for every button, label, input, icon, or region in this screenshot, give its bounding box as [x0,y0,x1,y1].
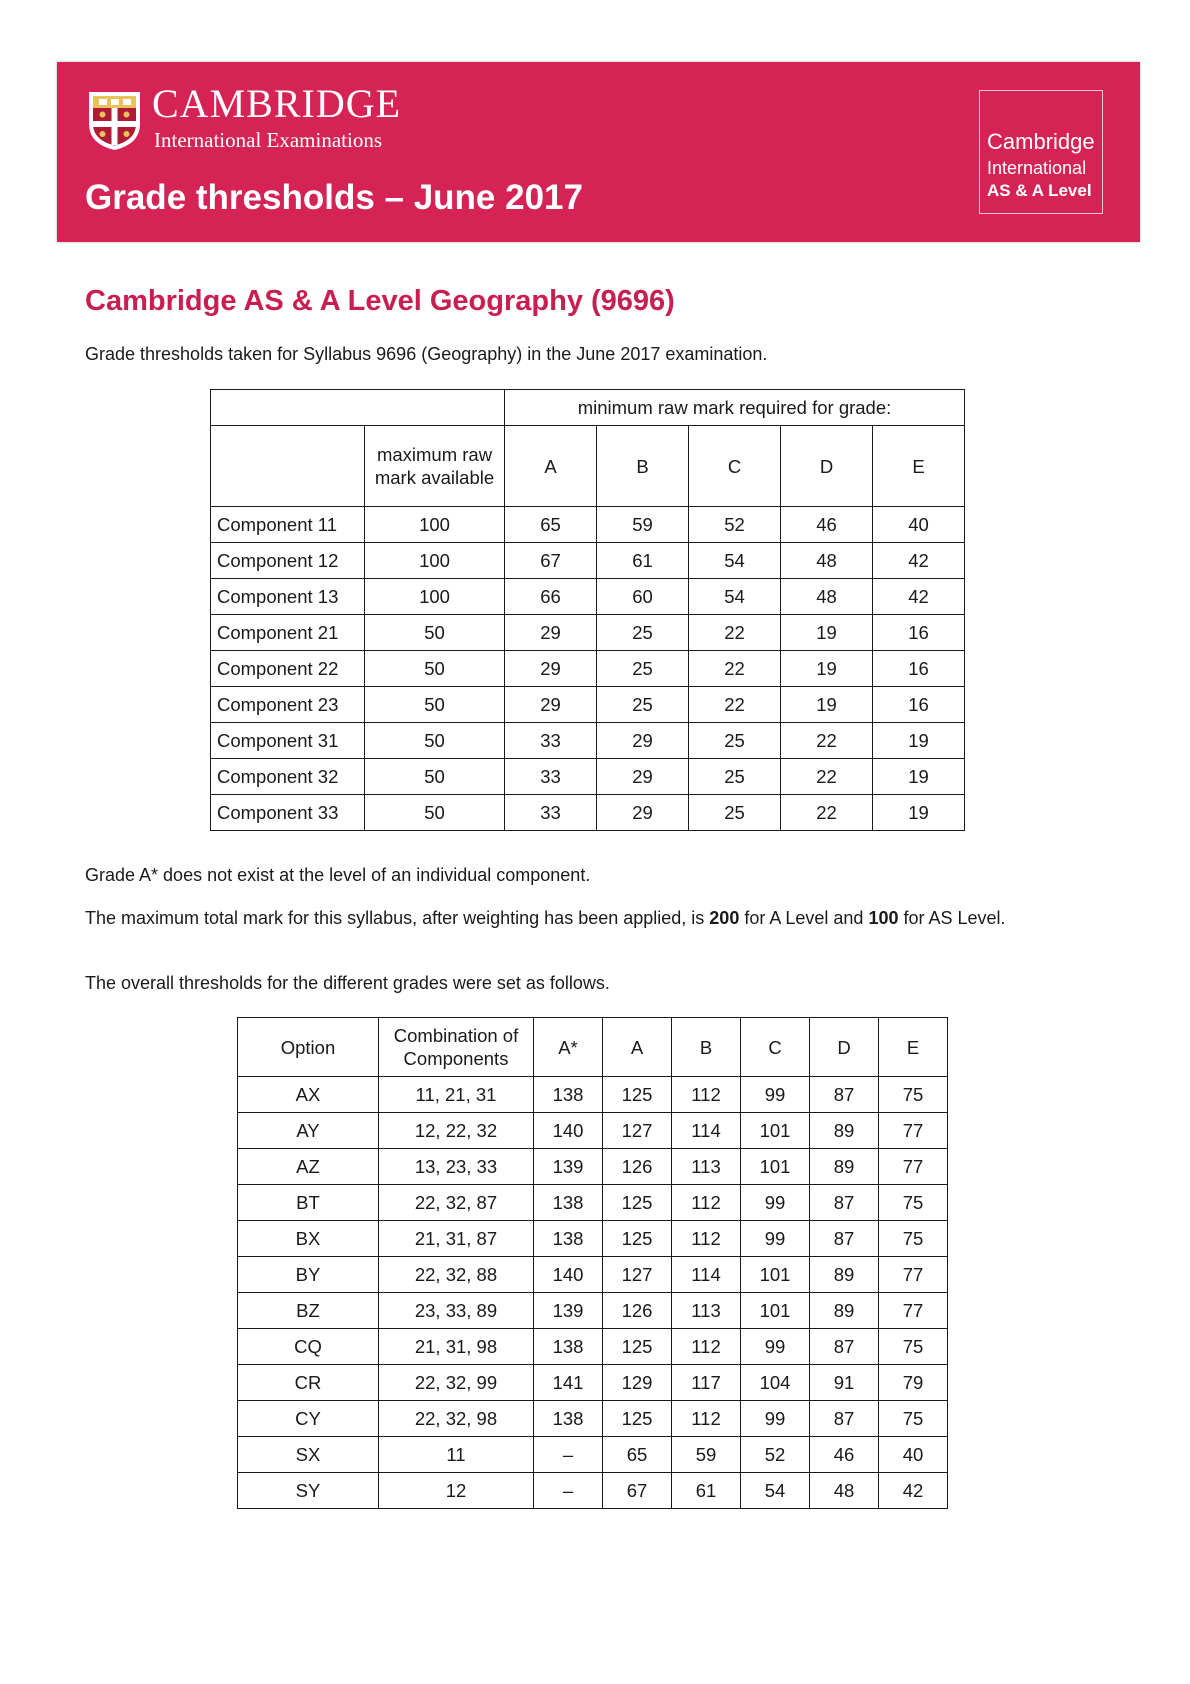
table-row [211,651,965,687]
grade-mark-cell: 75 [879,1401,948,1437]
table-row [238,1221,948,1257]
table-row [238,1329,948,1365]
grade-mark-cell: 89 [810,1293,879,1329]
grade-mark-cell: 16 [873,615,965,651]
max-mark-cell: 100 [365,507,505,543]
grade-mark-cell: 29 [597,723,689,759]
grade-mark-cell: 75 [879,1329,948,1365]
table-row [211,687,965,723]
grade-header: A* [534,1018,603,1077]
grade-mark-cell: 77 [879,1113,948,1149]
grade-mark-cell: 127 [603,1113,672,1149]
grade-mark-cell: 33 [505,759,597,795]
astar-note: Grade A* does not exist at the level of an individual component. [85,865,591,885]
grade-mark-cell: 117 [672,1365,741,1401]
option-code: AX [238,1077,379,1113]
grade-mark-cell: 33 [505,723,597,759]
grade-mark-cell: 141 [534,1365,603,1401]
grade-mark-cell: 54 [741,1473,810,1509]
grade-header: E [879,1018,948,1077]
grade-mark-cell: 129 [603,1365,672,1401]
grade-mark-cell: 59 [672,1437,741,1473]
table-header-row [211,426,965,507]
grade-mark-cell: 25 [597,651,689,687]
grade-mark-cell: 61 [672,1473,741,1509]
component-name: Component 11 [211,507,365,543]
grade-mark-cell: 87 [810,1185,879,1221]
combination-cell: 22, 32, 98 [379,1401,534,1437]
grade-header: B [597,426,689,507]
header-banner [57,62,1140,242]
option-code: BT [238,1185,379,1221]
grade-mark-cell: 89 [810,1257,879,1293]
grade-header: A [603,1018,672,1077]
table-row [238,1293,948,1329]
option-code: CQ [238,1329,379,1365]
grade-mark-cell: 16 [873,651,965,687]
grade-mark-cell: 126 [603,1149,672,1185]
grade-group-header: minimum raw mark required for grade: [505,390,965,426]
grade-mark-cell: 25 [689,723,781,759]
grade-mark-cell: 112 [672,1329,741,1365]
grade-mark-cell: 99 [741,1221,810,1257]
grade-mark-cell: 91 [810,1365,879,1401]
grade-mark-cell: 33 [505,795,597,831]
table-row [238,1113,948,1149]
overall-intro-text: The overall thresholds for the different grades were set as follows. [85,973,610,993]
grade-mark-cell: 101 [741,1113,810,1149]
max-mark-cell: 100 [365,543,505,579]
table-row [211,795,965,831]
component-name: Component 12 [211,543,365,579]
grade-mark-cell: 52 [741,1437,810,1473]
option-code: CR [238,1365,379,1401]
grade-mark-cell: 139 [534,1293,603,1329]
component-threshold-table [210,389,965,831]
table-row [211,543,965,579]
grade-mark-cell: 19 [873,759,965,795]
grade-mark-cell: 48 [781,579,873,615]
table-row [211,615,965,651]
combination-cell: 12 [379,1473,534,1509]
grade-mark-cell: 79 [879,1365,948,1401]
table-row [211,507,965,543]
grade-mark-cell: – [534,1437,603,1473]
table-row [238,1401,948,1437]
option-code: AY [238,1113,379,1149]
grade-mark-cell: 77 [879,1149,948,1185]
grade-header: B [672,1018,741,1077]
grade-mark-cell: 99 [741,1401,810,1437]
grade-mark-cell: 42 [873,579,965,615]
grade-mark-cell: 25 [689,759,781,795]
table-row [238,1257,948,1293]
grade-mark-cell: 113 [672,1149,741,1185]
combination-header: Combination of Components [379,1018,534,1077]
option-code: BX [238,1221,379,1257]
brand-wordmark: CAMBRIDGE [152,81,402,126]
intro-text: Grade thresholds taken for Syllabus 9696 (Geography) in the June 2017 examination. [85,344,768,364]
grade-mark-cell: 19 [781,651,873,687]
grade-mark-cell: 16 [873,687,965,723]
grade-mark-cell: 42 [879,1473,948,1509]
grade-mark-cell: 99 [741,1329,810,1365]
max-mark-cell: 50 [365,795,505,831]
grade-mark-cell: 75 [879,1221,948,1257]
option-threshold-table [237,1017,948,1509]
table-row [238,1149,948,1185]
grade-mark-cell: 138 [534,1221,603,1257]
max-mark-cell: 100 [365,579,505,615]
grade-mark-cell: 112 [672,1401,741,1437]
grade-mark-cell: 46 [781,507,873,543]
combination-cell: 21, 31, 98 [379,1329,534,1365]
grade-mark-cell: 99 [741,1077,810,1113]
grade-mark-cell: 112 [672,1077,741,1113]
grade-mark-cell: 114 [672,1257,741,1293]
grade-mark-cell: 25 [689,795,781,831]
grade-mark-cell: 89 [810,1149,879,1185]
max-total-text: The maximum total mark for this syllabus, after weighting has been applied, is 200 for A Level and 100 for AS Level. [85,908,1006,928]
table-row [238,1365,948,1401]
grade-mark-cell: 126 [603,1293,672,1329]
grade-mark-cell: 22 [689,651,781,687]
grade-mark-cell: 89 [810,1113,879,1149]
qualification-logo [979,90,1103,214]
grade-mark-cell: 46 [810,1437,879,1473]
combination-cell: 11, 21, 31 [379,1077,534,1113]
grade-mark-cell: 66 [505,579,597,615]
syllabus-title: Cambridge AS & A Level Geography (9696) [85,285,675,317]
component-name: Component 22 [211,651,365,687]
component-name: Component 33 [211,795,365,831]
table-row [211,579,965,615]
max-mark-cell: 50 [365,723,505,759]
grade-mark-cell: 75 [879,1185,948,1221]
grade-mark-cell: 22 [781,795,873,831]
grade-mark-cell: 138 [534,1077,603,1113]
grade-mark-cell: – [534,1473,603,1509]
grade-mark-cell: 77 [879,1257,948,1293]
grade-mark-cell: 140 [534,1113,603,1149]
grade-mark-cell: 25 [597,615,689,651]
table-row [238,1185,948,1221]
max-mark-header: maximum raw mark available [365,426,505,507]
grade-mark-cell: 42 [873,543,965,579]
grade-mark-cell: 125 [603,1077,672,1113]
table-header-row [211,390,965,426]
grade-mark-cell: 140 [534,1257,603,1293]
grade-mark-cell: 101 [741,1149,810,1185]
page-title: Grade thresholds – June 2017 [85,178,583,217]
combination-cell: 22, 32, 87 [379,1185,534,1221]
grade-mark-cell: 19 [873,795,965,831]
grade-mark-cell: 54 [689,579,781,615]
grade-mark-cell: 29 [505,687,597,723]
grade-mark-cell: 19 [781,687,873,723]
grade-mark-cell: 40 [873,507,965,543]
grade-mark-cell: 112 [672,1185,741,1221]
grade-mark-cell: 48 [781,543,873,579]
brand-subtitle: International Examinations [154,128,383,152]
option-code: SY [238,1473,379,1509]
component-name: Component 21 [211,615,365,651]
as-level-total: 100 [868,908,899,928]
cambridge-crest-logo [87,90,142,152]
grade-header: E [873,426,965,507]
grade-mark-cell: 101 [741,1293,810,1329]
grade-mark-cell: 138 [534,1185,603,1221]
option-code: BY [238,1257,379,1293]
grade-header: A [505,426,597,507]
table-header-row [238,1018,948,1077]
component-name: Component 31 [211,723,365,759]
grade-mark-cell: 104 [741,1365,810,1401]
component-name: Component 32 [211,759,365,795]
grade-mark-cell: 101 [741,1257,810,1293]
max-mark-cell: 50 [365,615,505,651]
qualification-line-3: AS & A Level [987,181,1092,200]
grade-mark-cell: 127 [603,1257,672,1293]
grade-mark-cell: 60 [597,579,689,615]
grade-mark-cell: 29 [597,759,689,795]
grade-mark-cell: 29 [505,615,597,651]
grade-mark-cell: 19 [873,723,965,759]
option-header: Option [238,1018,379,1077]
grade-mark-cell: 67 [603,1473,672,1509]
grade-mark-cell: 125 [603,1329,672,1365]
qualification-line-1: Cambridge [987,129,1095,154]
grade-mark-cell: 125 [603,1221,672,1257]
empty-header-cell [211,390,505,426]
combination-cell: 22, 32, 99 [379,1365,534,1401]
grade-mark-cell: 52 [689,507,781,543]
grade-mark-cell: 87 [810,1221,879,1257]
grade-mark-cell: 138 [534,1329,603,1365]
grade-mark-cell: 29 [597,795,689,831]
grade-mark-cell: 19 [781,615,873,651]
grade-mark-cell: 65 [603,1437,672,1473]
empty-header-cell [211,426,365,507]
component-name: Component 13 [211,579,365,615]
qualification-line-2: International [987,158,1087,178]
grade-mark-cell: 22 [689,615,781,651]
max-mark-cell: 50 [365,687,505,723]
max-mark-cell: 50 [365,651,505,687]
grade-mark-cell: 87 [810,1077,879,1113]
table-row [211,759,965,795]
table-row [211,723,965,759]
option-code: AZ [238,1149,379,1185]
grade-mark-cell: 29 [505,651,597,687]
combination-cell: 21, 31, 87 [379,1221,534,1257]
combination-cell: 11 [379,1437,534,1473]
combination-cell: 22, 32, 88 [379,1257,534,1293]
grade-mark-cell: 125 [603,1401,672,1437]
option-code: SX [238,1437,379,1473]
table-row [238,1077,948,1113]
grade-mark-cell: 75 [879,1077,948,1113]
max-mark-cell: 50 [365,759,505,795]
grade-mark-cell: 22 [689,687,781,723]
combination-cell: 12, 22, 32 [379,1113,534,1149]
grade-header: C [689,426,781,507]
a-level-total: 200 [709,908,740,928]
grade-mark-cell: 25 [597,687,689,723]
grade-mark-cell: 40 [879,1437,948,1473]
grade-mark-cell: 139 [534,1149,603,1185]
option-code: CY [238,1401,379,1437]
table-row [238,1473,948,1509]
grade-mark-cell: 99 [741,1185,810,1221]
grade-header: D [781,426,873,507]
grade-mark-cell: 77 [879,1293,948,1329]
grade-mark-cell: 59 [597,507,689,543]
grade-mark-cell: 112 [672,1221,741,1257]
option-code: BZ [238,1293,379,1329]
grade-mark-cell: 48 [810,1473,879,1509]
grade-mark-cell: 67 [505,543,597,579]
table-row [238,1437,948,1473]
component-name: Component 23 [211,687,365,723]
grade-mark-cell: 54 [689,543,781,579]
grade-mark-cell: 22 [781,723,873,759]
grade-mark-cell: 138 [534,1401,603,1437]
combination-cell: 23, 33, 89 [379,1293,534,1329]
grade-mark-cell: 87 [810,1401,879,1437]
grade-mark-cell: 125 [603,1185,672,1221]
grade-mark-cell: 61 [597,543,689,579]
grade-mark-cell: 113 [672,1293,741,1329]
grade-header: C [741,1018,810,1077]
grade-mark-cell: 22 [781,759,873,795]
grade-mark-cell: 87 [810,1329,879,1365]
grade-mark-cell: 114 [672,1113,741,1149]
grade-mark-cell: 65 [505,507,597,543]
grade-header: D [810,1018,879,1077]
combination-cell: 13, 23, 33 [379,1149,534,1185]
